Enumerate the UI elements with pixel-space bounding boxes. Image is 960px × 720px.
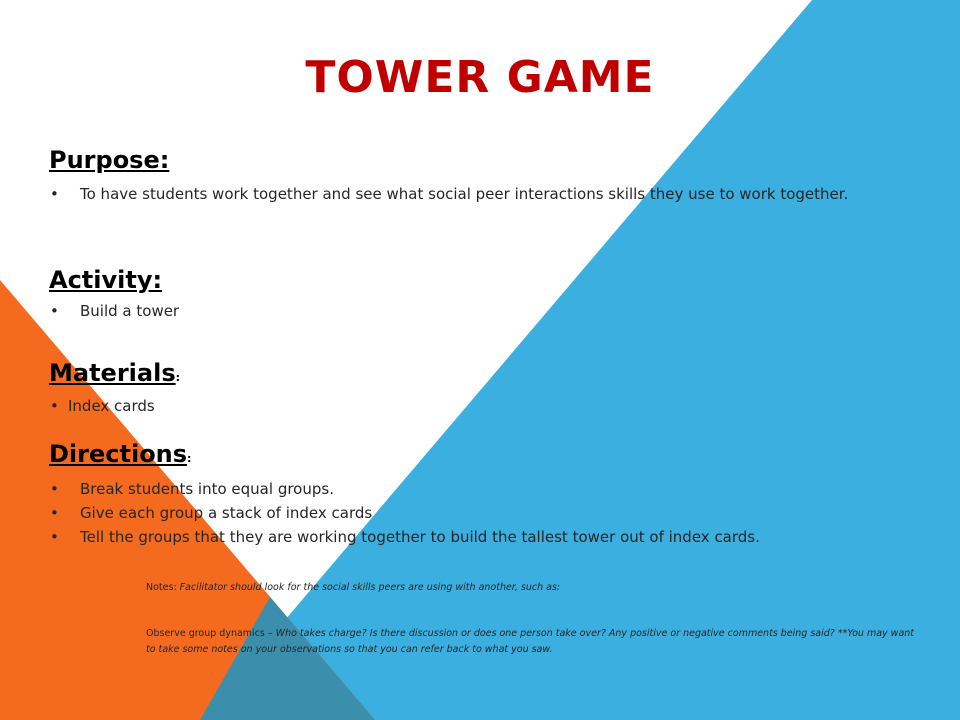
directions-heading: Directions: <box>49 440 192 468</box>
notes-paragraph: Notes: Facilitator should look for the social skills peers are using with another, such as: <box>146 582 561 593</box>
list-item: • Tell the groups that they are working together to build the tallest tower out of index cards. <box>80 525 940 549</box>
slide-title: TOWER GAME <box>305 52 655 103</box>
activity-list <box>80 301 480 321</box>
materials-heading: Materials: <box>49 359 181 387</box>
blue-triangle <box>200 0 960 720</box>
list-item: • To have students work together and see what social peer interactions skills they use to work together. <box>80 181 880 207</box>
purpose-list <box>80 181 880 207</box>
list-item: • Break students into equal groups. <box>80 477 940 501</box>
list-item: • Give each group a stack of index cards <box>80 501 940 525</box>
list-item: • Build a tower <box>80 301 480 321</box>
directions-list <box>80 477 940 549</box>
observe-paragraph: Observe group dynamics – Who takes charge? Is there discussion or does one person take over? Any positive or negative comments being said? **You may want to take some notes on your observations so that you can refer back to what you saw. <box>146 628 915 655</box>
activity-heading: Activity: <box>49 266 163 294</box>
materials-list <box>68 396 468 416</box>
list-item: • Index cards <box>68 396 468 416</box>
purpose-heading: Purpose: <box>49 146 170 174</box>
